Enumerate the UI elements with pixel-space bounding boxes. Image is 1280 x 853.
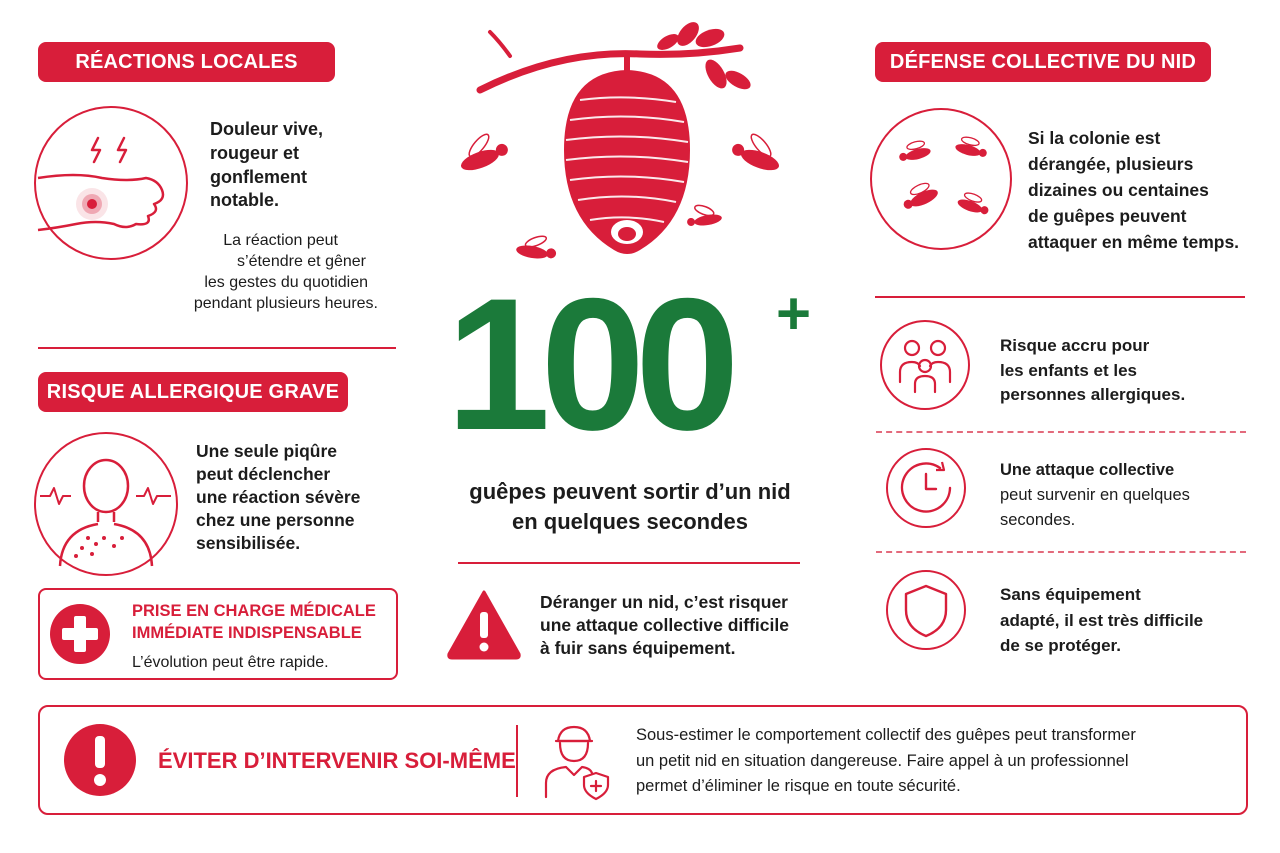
local-lead-line: rougeur et (210, 142, 300, 163)
footer-text-line: permet d’éliminer le risque en toute sécurité. (636, 777, 961, 796)
medical-note: L’évolution peut être rapide. (132, 654, 329, 671)
subtitle-line: guêpes peuvent sortir d’un nid (469, 479, 791, 504)
wasp-swarm-icon (870, 108, 1012, 250)
big-number-plus: + (776, 280, 812, 347)
risk-line: les enfants et les (1000, 360, 1138, 380)
medical-card (38, 588, 398, 680)
shield-icon (886, 570, 966, 650)
medical-title-line: IMMÉDIATE INDISPENSABLE (132, 624, 362, 643)
dashed-divider (876, 551, 1246, 553)
divider (875, 296, 1245, 298)
swarm-line: Si la colonie est (1028, 128, 1161, 148)
divider (458, 562, 800, 564)
attack-line: secondes. (1000, 510, 1076, 529)
protect-line: de se protéger. (1000, 636, 1121, 655)
big-number (440, 259, 840, 470)
divider (38, 347, 396, 349)
collective-defense-heading: DÉFENSE COLLECTIVE DU NID (875, 42, 1211, 82)
family-icon (880, 320, 970, 410)
local-body-line: pendant plusieurs heures. (193, 295, 378, 313)
allergy-line: une réaction sévère (196, 487, 361, 508)
allergy-heading: RISQUE ALLERGIQUE GRAVE (38, 372, 348, 412)
medical-title-line: PRISE EN CHARGE MÉDICALE (132, 602, 376, 620)
swarm-line: de guêpes peuvent (1028, 205, 1187, 226)
allergy-line: sensibilisée. (196, 533, 301, 554)
local-body-line: s’étendre et gêner (237, 253, 366, 271)
risk-line: personnes allergiques. (1000, 385, 1186, 405)
local-reactions-heading: RÉACTIONS LOCALES (38, 42, 335, 82)
subtitle-line: en quelques secondes (512, 509, 748, 535)
medical-cross-icon (50, 604, 110, 664)
allergy-line: chez une personne (196, 510, 355, 531)
clock-icon (886, 448, 966, 528)
warning-line: à fuir sans équipement. (540, 638, 736, 659)
risk-line: Risque accru pour (1000, 336, 1150, 355)
warning-line: Déranger un nid, c’est risquer (540, 592, 788, 612)
attack-line: Une attaque collective (1000, 461, 1175, 479)
wasp-nest-icon (440, 20, 820, 280)
local-lead-line: gonflement (210, 166, 307, 187)
protect-line: Sans équipement (1000, 585, 1141, 604)
footer-text-line: un petit nid en situation dangereuse. Faire appel à un professionnel (636, 751, 1129, 770)
dashed-divider (876, 431, 1246, 433)
allergic-person-icon (34, 432, 178, 576)
local-lead-line: notable. (210, 190, 280, 211)
local-lead-line: Douleur vive, (210, 119, 324, 139)
warning-triangle-icon (446, 588, 522, 660)
swarm-line: attaquer en même temps. (1028, 231, 1240, 252)
big-number-value: 100 (446, 259, 730, 469)
attack-line: peut survenir en quelques (1000, 485, 1190, 504)
swarm-line: dizaines ou centaines (1028, 179, 1209, 200)
allergy-line: Une seule piqûre (196, 441, 338, 461)
allergy-line: peut déclencher (196, 464, 331, 485)
protect-line: adapté, il est très difficile (1000, 610, 1204, 630)
exclamation-icon (64, 724, 136, 796)
warning-line: une attaque collective difficile (540, 615, 789, 636)
footer-title: ÉVITER D’INTERVENIR SOI-MÊME (158, 748, 516, 773)
local-body-line: les gestes du quotidien (204, 274, 368, 292)
footer-text-line: Sous-estimer le comportement collectif des guêpes peut transformer (636, 726, 1136, 744)
footer-banner (38, 705, 1248, 815)
professional-shield-icon (538, 721, 614, 801)
footer-divider (516, 725, 518, 797)
local-body-line: La réaction peut (223, 232, 338, 249)
swarm-line: dérangée, plusieurs (1028, 153, 1194, 174)
